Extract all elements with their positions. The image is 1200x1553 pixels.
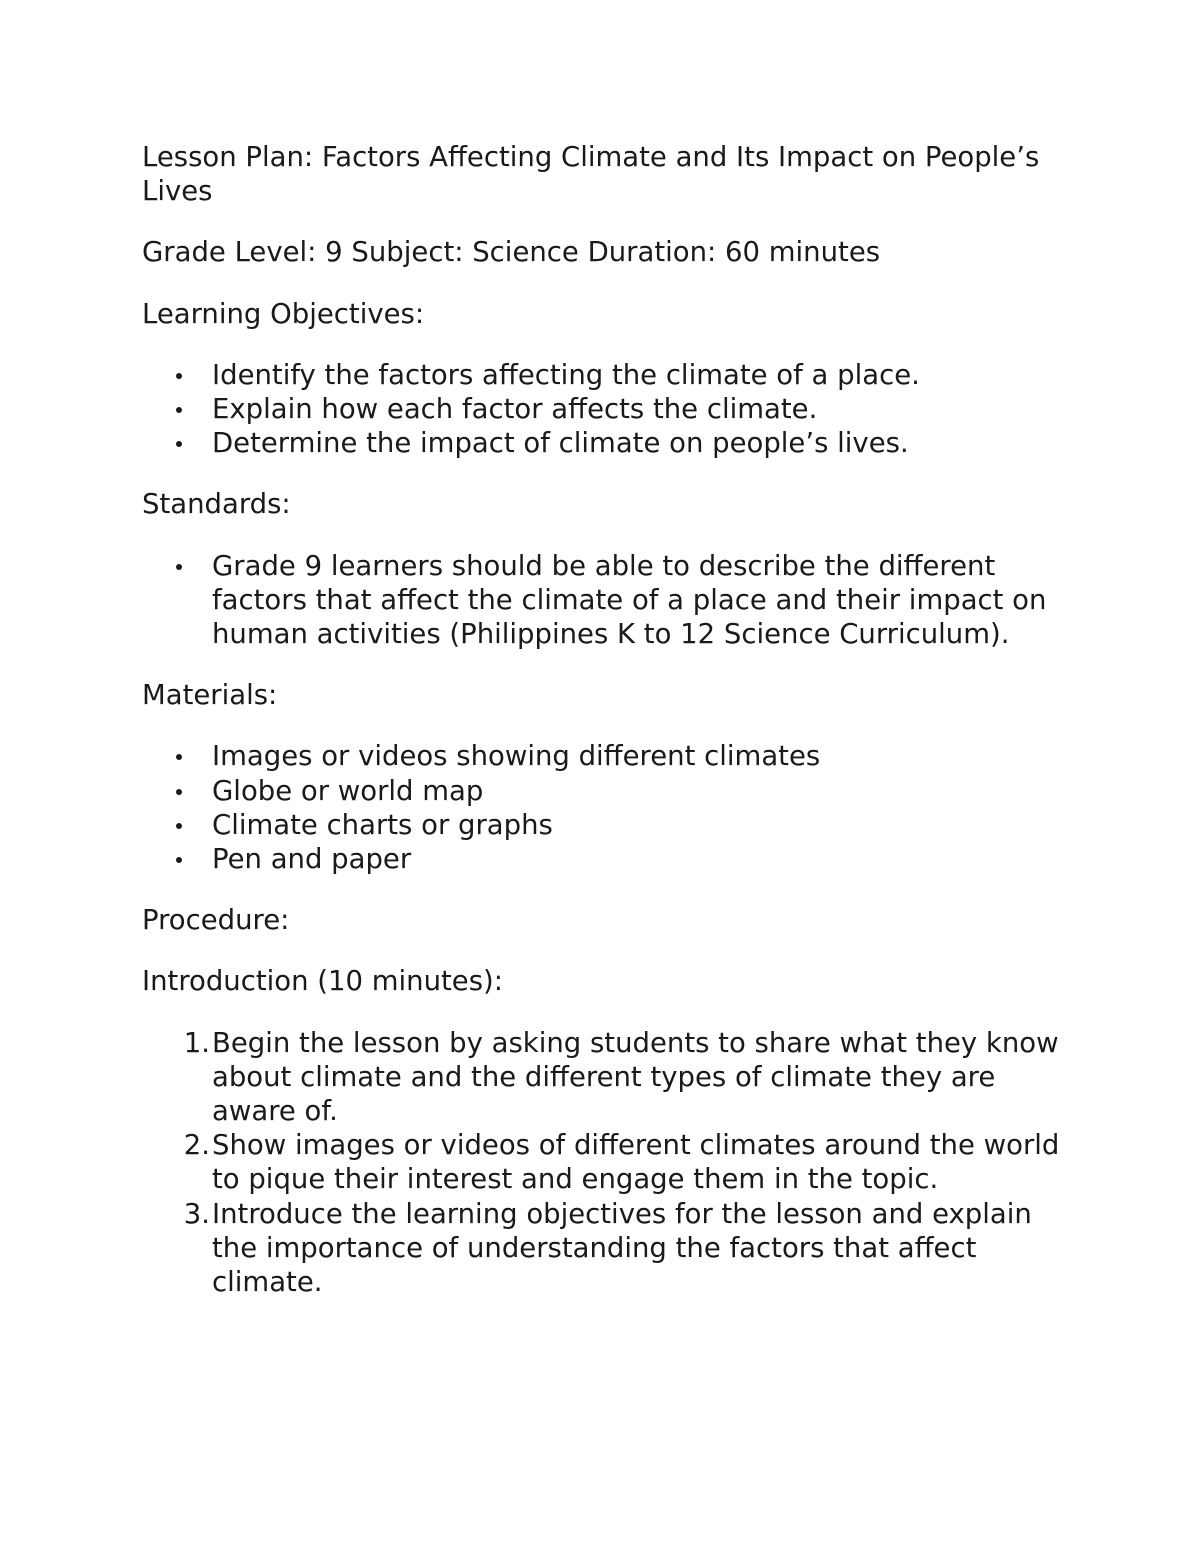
list-item: Pen and paper <box>142 842 1072 876</box>
list-item: Explain how each factor affects the climate. <box>142 392 1072 426</box>
introduction-list <box>142 1026 1072 1300</box>
objectives-heading: Learning Objectives: <box>142 297 425 330</box>
list-item <box>142 1026 1072 1129</box>
list-item-text: Show images or videos of different climates around the world to pique their interest and engage them in the topic. <box>212 1129 1060 1196</box>
list-item: Determine the impact of climate on people’s lives. <box>142 426 1072 460</box>
materials-list <box>142 739 1072 876</box>
procedure-heading: Procedure: <box>142 904 290 937</box>
list-item: Images or videos showing different climates <box>142 739 1072 773</box>
standards-list <box>142 549 1072 652</box>
objectives-list <box>142 358 1072 461</box>
document-page <box>142 140 1072 1326</box>
list-item: Identify the factors affecting the climate of a place. <box>142 358 1072 392</box>
list-number: 2. <box>183 1129 210 1162</box>
list-item-text: Begin the lesson by asking students to share what they know about climate and the different types of climate they are aware of. <box>212 1026 1059 1128</box>
materials-heading: Materials: <box>142 679 278 712</box>
list-number: 1. <box>183 1026 210 1059</box>
list-item: Climate charts or graphs <box>142 808 1072 842</box>
list-item <box>142 1197 1072 1300</box>
list-item: Grade 9 learners should be able to describe the different factors that affect the climate of a place and their impact on human activities (Philippines K to 12 Science Curriculum). <box>142 549 1072 652</box>
introduction-heading: Introduction (10 minutes): <box>142 965 504 998</box>
standards-heading: Standards: <box>142 488 291 521</box>
document-title: Lesson Plan: Factors Affecting Climate and Its Impact on People’s Lives <box>142 141 1040 208</box>
lesson-meta: Grade Level: 9 Subject: Science Duration: 60 minutes <box>142 236 881 269</box>
list-item-text: Introduce the learning objectives for the lesson and explain the importance of understanding the factors that affect climate. <box>212 1197 1032 1299</box>
list-number: 3. <box>183 1197 210 1230</box>
list-item: Globe or world map <box>142 774 1072 808</box>
list-item <box>142 1128 1072 1196</box>
